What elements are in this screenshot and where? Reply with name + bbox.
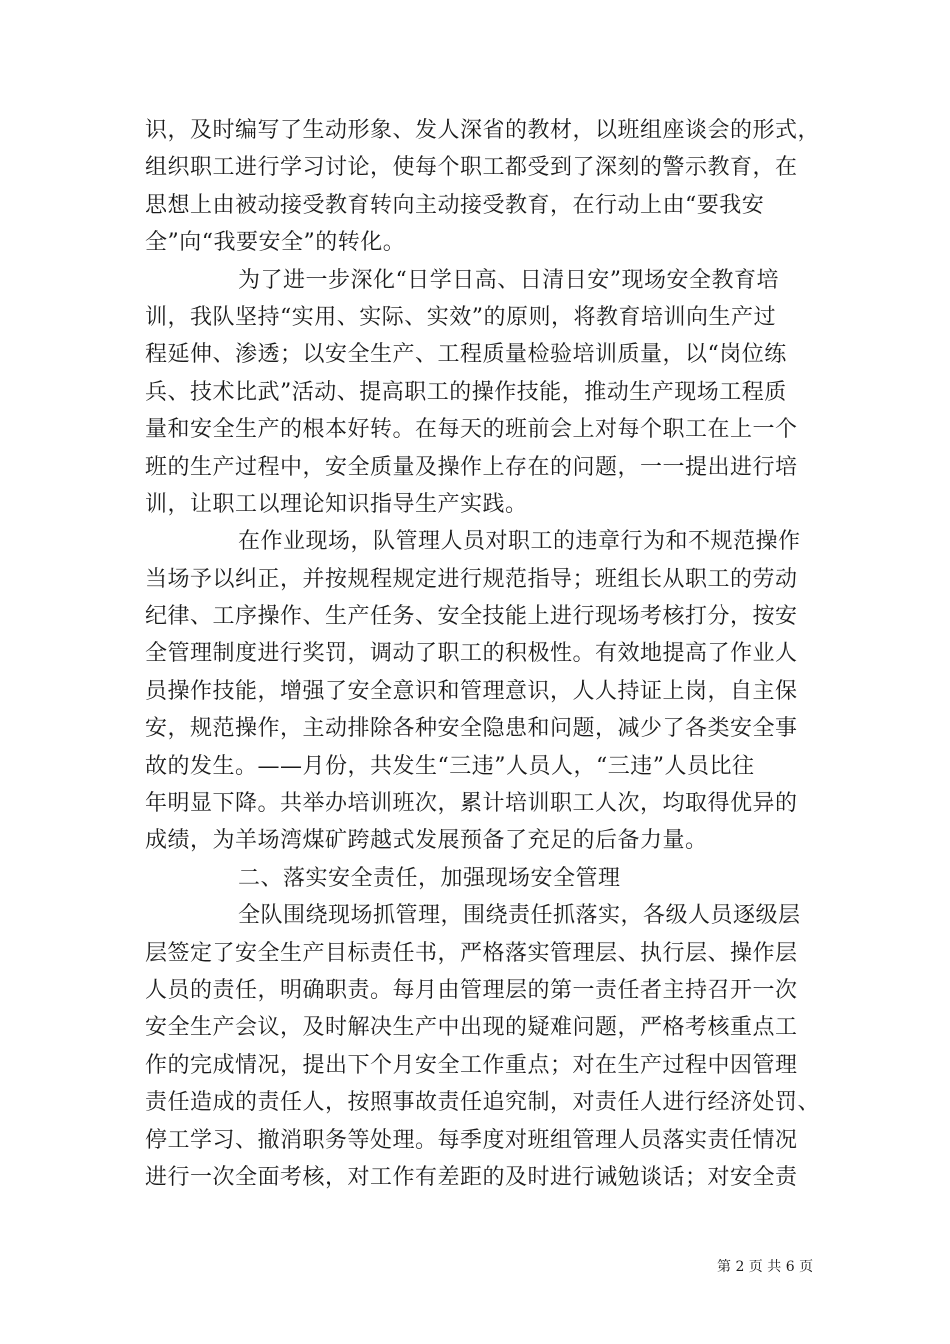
text-line: 全队围绕现场抓管理，围绕责任抓落实，各级人员逐级层 <box>238 903 801 929</box>
text-line: 安全生产会议，及时解决生产中出现的疑难问题，严格考核重点工 <box>145 1015 798 1041</box>
text-line: 程延伸、渗透；以安全生产、工程质量检验培训质量，以“岗位练 <box>145 342 787 368</box>
text-line: 为了进一步深化“日学日高、日清日安”现场安全教育培 <box>238 267 779 293</box>
text-line: 责任造成的责任人，按照事故责任追究制，对责任人进行经济处罚、 <box>145 1090 821 1116</box>
text-line: 年明显下降。共举办培训班次，累计培训职工人次，均取得优异的 <box>145 791 798 817</box>
text-line: 故的发生。——月份，共发生“三违”人员人，“三违”人员比往 <box>145 753 755 779</box>
text-line: 员操作技能，增强了安全意识和管理意识，人人持证上岗，自主保 <box>145 678 798 704</box>
text-line: 班的生产过程中，安全质量及操作上存在的问题，一一提出进行培 <box>145 454 798 480</box>
text-line: 人员的责任，明确职责。每月由管理层的第一责任者主持召开一次 <box>145 977 798 1003</box>
text-line: 兵、技术比武”活动、提高职工的操作技能，推动生产现场工程质 <box>145 379 787 405</box>
text-line: 训，我队坚持“实用、实际、实效”的原则，将教育培训向生产过 <box>145 304 776 330</box>
text-line: 纪律、工序操作、生产任务、安全技能上进行现场考核打分，按安 <box>145 604 798 630</box>
text-line: 停工学习、撤消职务等处理。每季度对班组管理人员落实责任情况 <box>145 1127 798 1153</box>
text-line: 全”向“我要安全”的转化。 <box>145 230 406 256</box>
text-line: 思想上由被动接受教育转向主动接受教育，在行动上由“要我安 <box>145 192 765 218</box>
text-line: 识，及时编写了生动形象、发人深省的教材，以班组座谈会的形式， <box>145 118 821 143</box>
section-heading: 二、落实安全责任，加强现场安全管理 <box>238 865 621 891</box>
text-line: 层签定了安全生产目标责任书，严格落实管理层、执行层、操作层 <box>145 940 798 966</box>
page-number: 第 2 页 共 6 页 <box>717 1259 814 1275</box>
text-line: 进行一次全面考核，对工作有差距的及时进行诫勉谈话；对安全责 <box>145 1164 798 1190</box>
text-line: 组织职工进行学习讨论，使每个职工都受到了深刻的警示教育，在 <box>145 155 798 181</box>
text-line: 训，让职工以理论知识指导生产实践。 <box>145 491 528 517</box>
text-line: 当场予以纠正，并按规程规定进行规范指导；班组长从职工的劳动 <box>145 566 798 592</box>
text-line: 成绩，为羊场湾煤矿跨越式发展预备了充足的后备力量。 <box>145 828 708 854</box>
text-line: 全管理制度进行奖罚，调动了职工的积极性。有效地提高了作业人 <box>145 641 798 667</box>
text-line: 作的完成情况，提出下个月安全工作重点；对在生产过程中因管理 <box>145 1052 798 1078</box>
text-line: 量和安全生产的根本好转。在每天的班前会上对每个职工在上一个 <box>145 417 798 443</box>
text-line: 安，规范操作，主动排除各种安全隐患和问题，减少了各类安全事 <box>145 716 798 742</box>
text-line: 在作业现场，队管理人员对职工的违章行为和不规范操作 <box>238 529 801 555</box>
body-text <box>145 112 821 1196</box>
